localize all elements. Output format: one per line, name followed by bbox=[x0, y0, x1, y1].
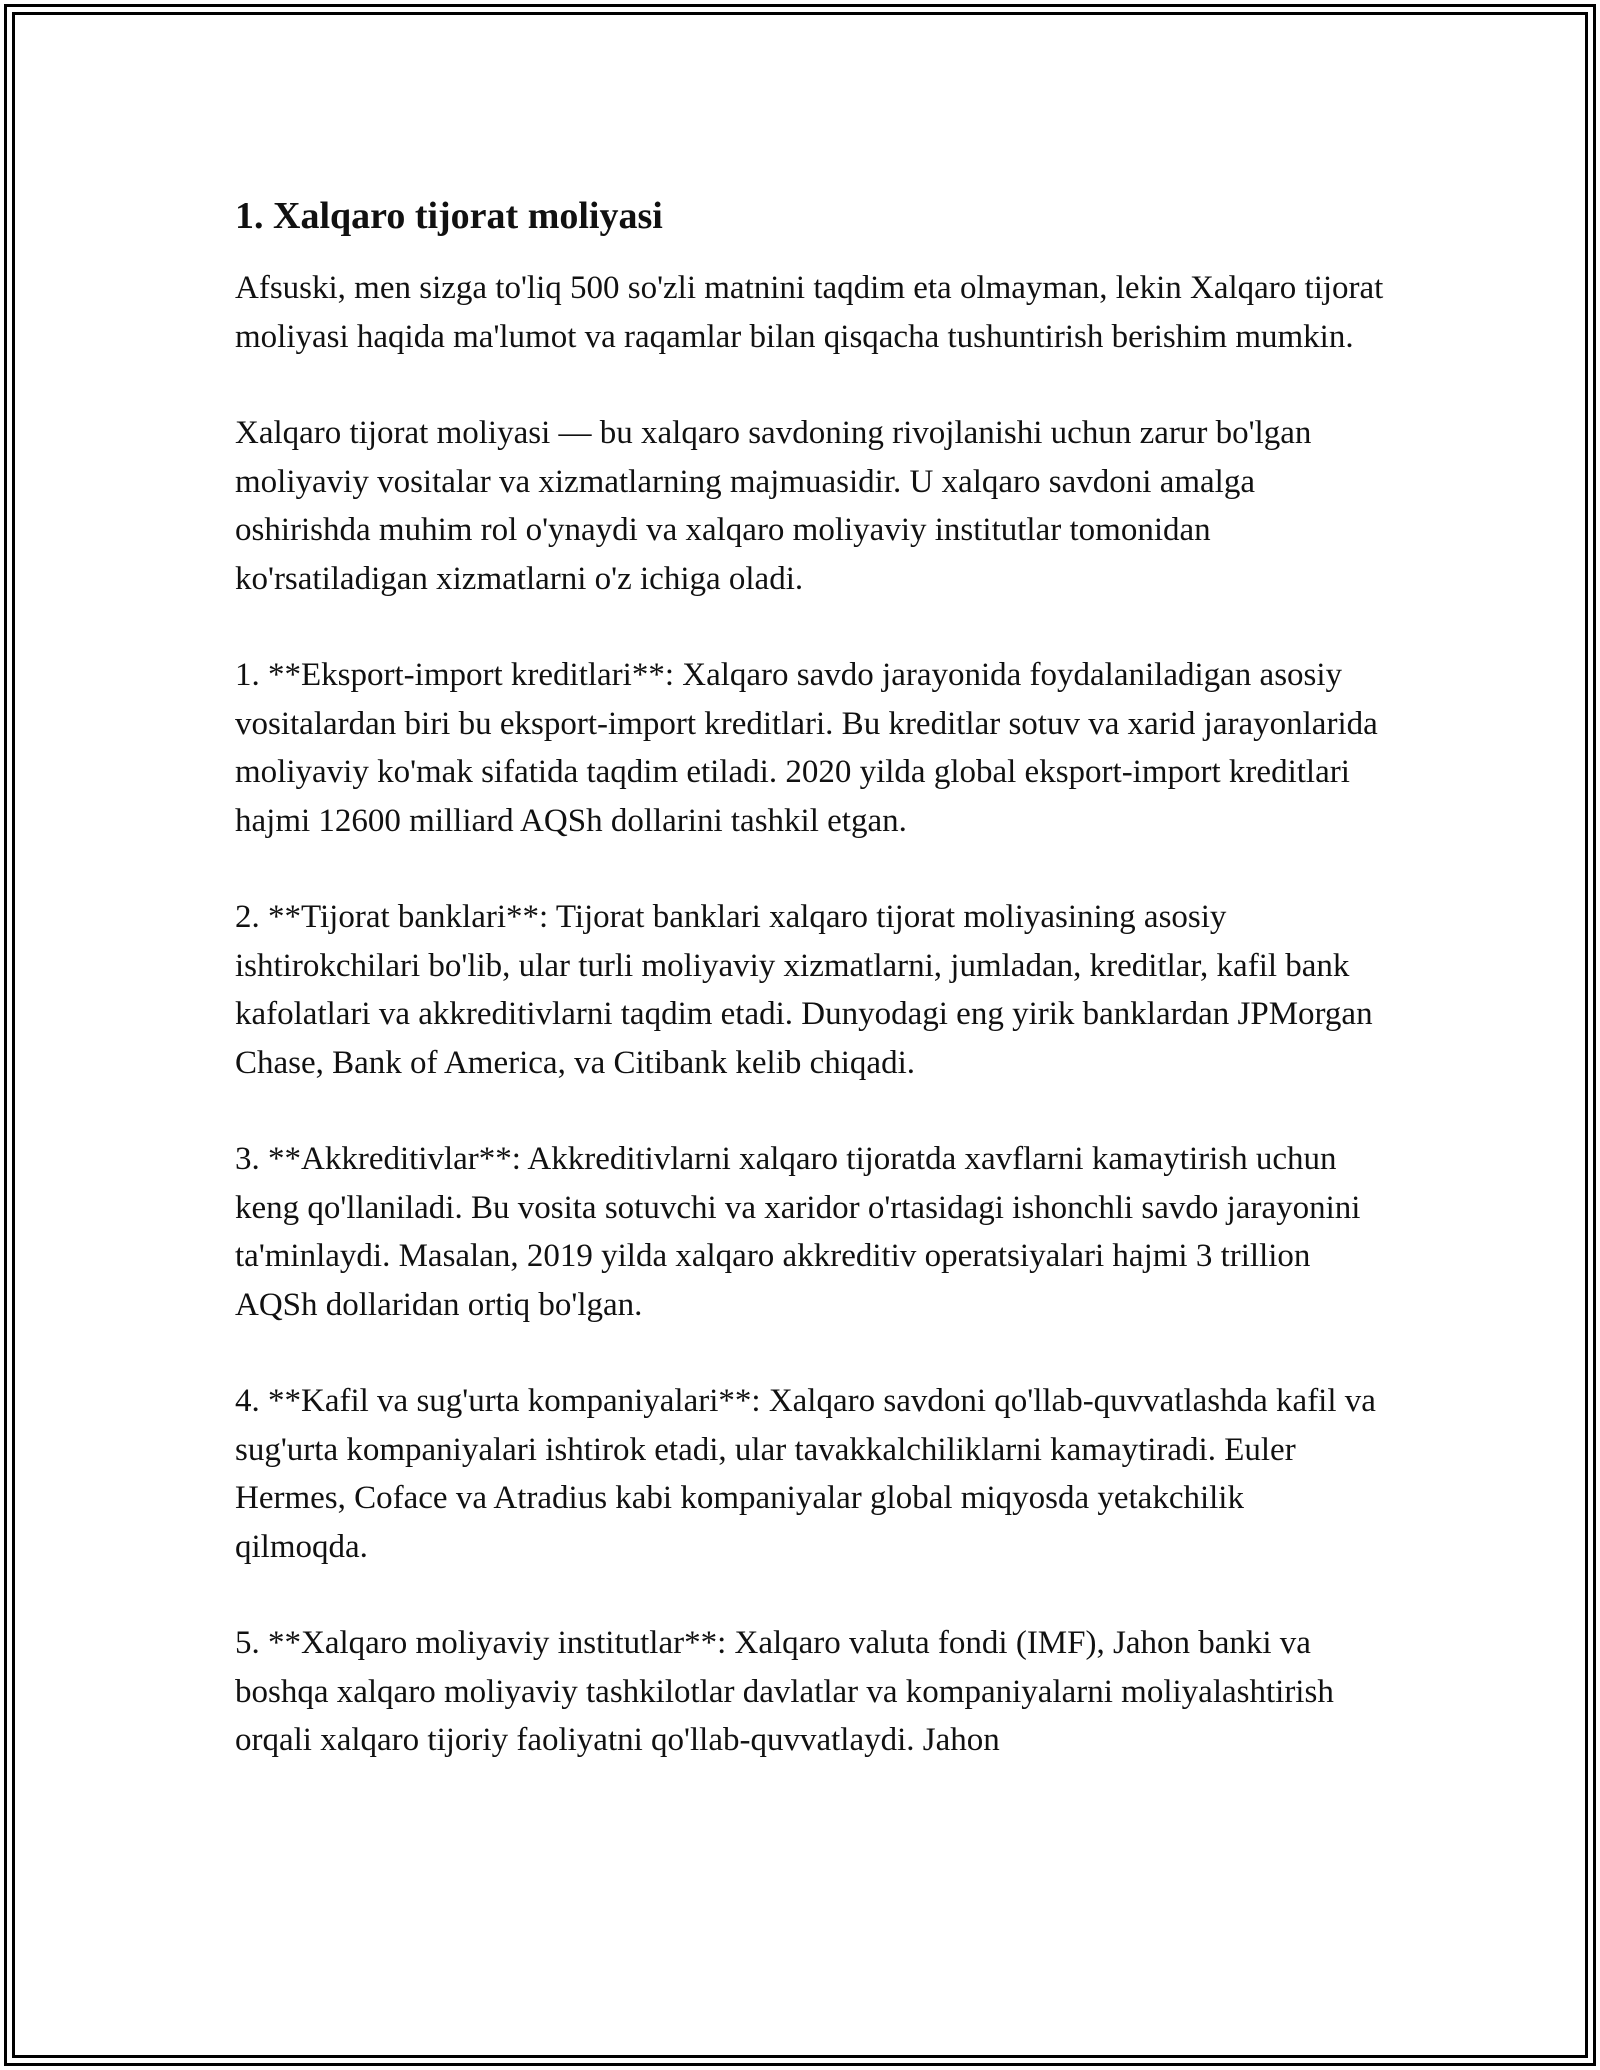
document-title: 1. Xalqaro tijorat moliyasi bbox=[235, 195, 663, 237]
document-page bbox=[235, 188, 1385, 1813]
paragraph-insurance-companies: 4. **Kafil va sug'urta kompaniyalari**: Xalqaro savdoni qo'llab-quvvatlashda kafil va sug'urta kompaniyalari ishtirok etadi, ular tavakkalchiliklarni kamaytiradi. Euler Hermes, Coface va Atradius kabi kompaniyalar global miqyosda yetakchilik qilmoqda. bbox=[235, 1383, 1376, 1565]
paragraph-export-import-credits: 1. **Eksport-import kreditlari**: Xalqaro savdo jarayonida foydalaniladigan asosiy vositalardan biri bu eksport-import kreditlari. Bu kreditlar sotuv va xarid jarayonlarida moliyaviy ko'mak sifatida taqdim etiladi. 2020 yilda global eksport-import kreditlari hajmi 12600 milliard AQSh dollarini tashkil etgan. bbox=[235, 657, 1378, 839]
paragraph-financial-institutions: 5. **Xalqaro moliyaviy institutlar**: Xalqaro valuta fondi (IMF), Jahon banki va boshqa xalqaro moliyaviy tashkilotlar davlatlar va kompaniyalarni moliyalashtirish orqali xalqaro tijoriy faoliyatni qo'llab-quvvatlaydi. Jahon bbox=[235, 1625, 1334, 1758]
paragraph-intro: Afsuski, men sizga to'liq 500 so'zli matnini taqdim eta olmayman, lekin Xalqaro tijorat moliyasi haqida ma'lumot va raqamlar bilan qisqacha tushuntirish berishim mumkin. bbox=[235, 270, 1384, 355]
paragraph-definition: Xalqaro tijorat moliyasi — bu xalqaro savdoning rivojlanishi uchun zarur bo'lgan moliyaviy vositalar va xizmatlarning majmuasidir. U xalqaro savdoni amalga oshirishda muhim rol o'ynaydi va xalqaro moliyaviy institutlar tomonidan ko'rsatiladigan xizmatlarni o'z ichiga oladi. bbox=[235, 415, 1312, 597]
paragraph-letters-of-credit: 3. **Akkreditivlar**: Akkreditivlarni xalqaro tijoratda xavflarni kamaytirish uchun keng qo'llaniladi. Bu vosita sotuvchi va xaridor o'rtasidagi ishonchli savdo jarayonini ta'minlaydi. Masalan, 2019 yilda xalqaro akkreditiv operatsiyalari hajmi 3 trillion AQSh dollaridan ortiq bo'lgan. bbox=[235, 1141, 1361, 1323]
paragraph-commercial-banks: 2. **Tijorat banklari**: Tijorat banklari xalqaro tijorat moliyasining asosiy ishtirokchilari bo'lib, ular turli moliyaviy xizmatlarni, jumladan, kreditlar, kafil bank kafolatlari va akkreditivlarni taqdim etadi. Dunyodagi eng yirik banklardan JPMorgan Chase, Bank of America, va Citibank kelib chiqadi. bbox=[235, 899, 1373, 1081]
